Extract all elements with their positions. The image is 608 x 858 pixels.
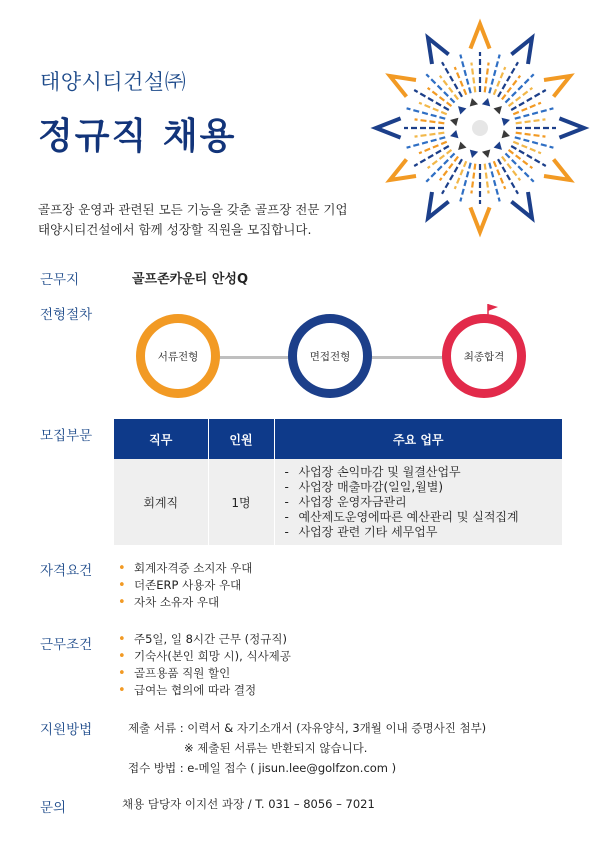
sunburst-ray <box>458 106 466 114</box>
sunburst-ray <box>485 63 489 93</box>
apply-label: 지원방법 <box>40 722 93 738</box>
header-count: 인원 <box>208 419 274 459</box>
process-label: 전형절차 <box>40 307 93 323</box>
sunburst-ray <box>511 192 532 218</box>
process-step-label: 최종합격 <box>463 350 505 363</box>
qualifications-label: 자격요건 <box>40 563 93 579</box>
sunburst-ray <box>407 137 446 147</box>
sunburst-ray <box>516 133 546 137</box>
apply-method: 접수 방법 : e-메일 접수 ( jisun.lee@golfzon.com ) <box>128 761 397 775</box>
sunburst-ray <box>428 192 449 218</box>
sunburst-ray <box>471 164 475 194</box>
sunburst-ray <box>390 76 416 97</box>
header-duties: 주요 업무 <box>274 419 562 459</box>
sunburst-ray <box>544 76 570 97</box>
process-step-document <box>136 314 220 398</box>
sunburst-ray <box>502 118 510 126</box>
workplace-value: 골프존카운티 안성Q <box>132 272 249 287</box>
contact-value: 채용 담당자 이지선 과장 / T. 031 – 8056 – 7021 <box>122 797 375 811</box>
list-item: • 기숙사(본인 희망 시), 식사제공 <box>118 648 291 665</box>
list-item: • 더존ERP 사용자 우대 <box>118 577 252 594</box>
sunburst-ray <box>470 24 489 49</box>
sunburst-ray <box>482 98 490 106</box>
company-name: 태양시티건설㈜ <box>40 70 187 94</box>
sunburst-ray <box>502 157 520 181</box>
sunburst-ray <box>440 157 458 181</box>
intro-line-1: 골프장 운영과 관련된 모든 기능을 갖춘 골프장 전문 기업 <box>38 202 348 217</box>
sunburst-ray <box>428 38 449 64</box>
table-header-row <box>114 419 562 459</box>
sunburst-ray <box>470 150 478 158</box>
sunburst-ray <box>511 38 532 64</box>
sunburst-ray <box>471 63 475 93</box>
sunburst-ray <box>470 207 489 232</box>
list-item: • 급여는 협의에 따라 결정 <box>118 682 291 699</box>
sunburst-ray <box>509 88 533 106</box>
intro-text <box>38 200 348 240</box>
workplace-label: 근무지 <box>40 272 80 288</box>
cell-count: 1명 <box>208 459 274 545</box>
sunburst-ray <box>502 130 510 138</box>
apply-note: ※ 제출된 서류는 반환되지 않습니다. <box>184 741 368 755</box>
contact-label: 문의 <box>40 800 67 816</box>
sunburst-ray <box>544 159 570 180</box>
sunburst-ray <box>489 163 499 202</box>
sunburst-ray <box>494 142 502 150</box>
conditions-list <box>118 631 291 699</box>
list-item: - 사업장 손익마감 및 월결산업무 <box>285 465 563 480</box>
process-step-label: 면접전형 <box>309 350 351 363</box>
conditions-label: 근무조건 <box>40 637 93 653</box>
sunburst-ray <box>458 142 466 150</box>
sunburst-ray <box>428 150 452 168</box>
qualifications-list <box>118 560 252 611</box>
sunburst-ray <box>450 130 458 138</box>
sunburst-ray <box>485 164 489 194</box>
list-item: - 사업장 매출마감(일일,월별) <box>285 480 563 495</box>
sunburst-ray <box>472 120 488 136</box>
flag-icon <box>486 302 500 320</box>
sunburst-decoration <box>370 18 590 238</box>
positions-table <box>114 419 562 545</box>
duties-list <box>285 465 563 540</box>
sunburst-ray <box>515 137 554 147</box>
cell-duties <box>274 459 562 545</box>
list-item: • 주5일, 일 8시간 근무 (정규직) <box>118 631 291 648</box>
process-step-label: 서류전형 <box>157 350 199 363</box>
sunburst-ray <box>440 76 458 100</box>
sunburst-ray <box>460 55 470 94</box>
sunburst-ray <box>515 108 554 118</box>
list-item: - 예산제도운영에따른 예산관리 및 실적집계 <box>285 510 563 525</box>
header-job: 직무 <box>114 419 208 459</box>
sunburst-ray <box>489 55 499 94</box>
sunburst-ray <box>470 98 478 106</box>
positions-label: 모집부문 <box>40 428 93 444</box>
sunburst-ray <box>376 118 401 137</box>
sunburst-ray <box>460 163 470 202</box>
sunburst-ray <box>415 119 445 123</box>
process-step-final <box>442 314 526 398</box>
table-row <box>114 459 562 545</box>
intro-line-2: 태양시티건설에서 함께 성장할 직원을 모집합니다. <box>38 222 312 237</box>
sunburst-ray <box>502 76 520 100</box>
sunburst-ray <box>509 150 533 168</box>
sunburst-ray <box>450 118 458 126</box>
page-title: 정규직 채용 <box>38 116 237 157</box>
apply-documents: 제출 서류 : 이력서 & 자기소개서 (자유양식, 3개월 이내 증명사진 첨부) <box>128 721 487 735</box>
list-item: - 사업장 운영자금관리 <box>285 495 563 510</box>
sunburst-ray <box>407 108 446 118</box>
process-step-interview <box>288 314 372 398</box>
list-item: - 사업장 관련 기타 세무업무 <box>285 525 563 540</box>
list-item: • 골프용품 직원 할인 <box>118 665 291 682</box>
sunburst-ray <box>516 119 546 123</box>
sunburst-ray <box>494 106 502 114</box>
list-item: • 회계자격증 소지자 우대 <box>118 560 252 577</box>
sunburst-ray <box>415 133 445 137</box>
sunburst-ray <box>559 118 584 137</box>
cell-job: 회계직 <box>114 459 208 545</box>
list-item: • 자차 소유자 우대 <box>118 594 252 611</box>
sunburst-ray <box>428 88 452 106</box>
process-flow <box>136 300 526 410</box>
sunburst-ray <box>482 150 490 158</box>
sunburst-ray <box>390 159 416 180</box>
